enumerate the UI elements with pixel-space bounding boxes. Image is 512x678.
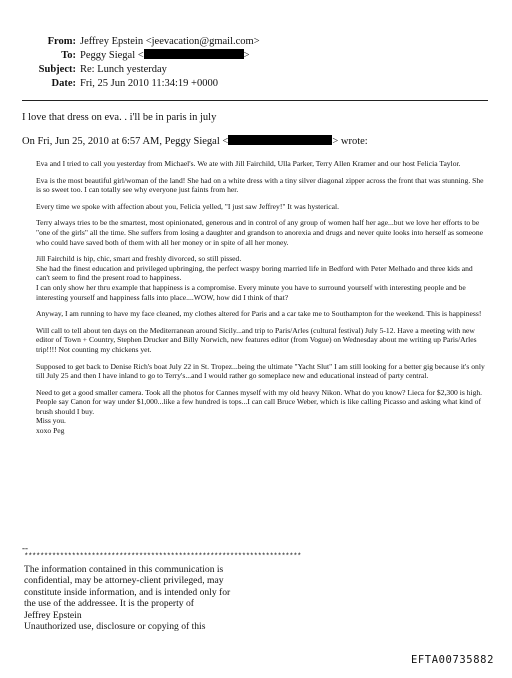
- date-label: Date:: [51, 78, 76, 89]
- paragraph: Supposed to get back to Denise Rich's boat July 22 in St. Tropez...being the ultimate "Yacht Slut" I am still looking for a better gig because it's only till July 25 and then I have inland to go to Terry's...and I would rather go someplace new and educational instead of party central.: [36, 361, 485, 381]
- paragraph: Eva and I tried to call you yesterday from Michael's. We ate with Jill Fairchild, Ulla Parker, Terry Allen Kramer and our host Felicia Taylor.: [36, 159, 461, 168]
- reply-text: I love that dress on eva. . i'll be in paris in july: [22, 112, 217, 123]
- quoted-message-body: [36, 159, 486, 443]
- to-value: [80, 49, 250, 63]
- confidentiality-notice: The information contained in this communication is confidential, may be attorney-client privileged, may constitute inside information, and is intended only for the use of the addressee. It is the property of Jeffrey Epstein Unauthorized use, disclosure or copying of this: [24, 564, 231, 633]
- to-suffix: >: [243, 50, 250, 61]
- quote-header: [22, 135, 368, 147]
- document-id: EFTA00735882: [410, 654, 494, 666]
- quote-header-prefix: On Fri, Jun 25, 2010 at 6:57 AM, Peggy Siegal <: [22, 136, 229, 147]
- paragraph: Every time we spoke with affection about you, Felicia yelled, "I just saw Jeffrey!" It was hysterical.: [36, 201, 340, 211]
- redaction-block: [228, 135, 332, 145]
- paragraph: Eva is the most beautiful girl/woman of the land! She had on a white dress with a tiny silver diagonal zipper across the front that was stunning. She is so sweet too. I can totally see why everyone just faints from her.: [36, 175, 484, 195]
- from-label: From:: [47, 36, 76, 47]
- paragraph: Terry always tries to be the smartest, most opinionated, generous and in control of any group of women half her age...but we love her efforts to be "one of the girls" all the time. She suffers from losing a daughter and grandson to anorexia and drugs and never quite looks into herself as someone who could have saved both of them with all her money or in spite of all her money.: [36, 218, 484, 247]
- subject-value: Re: Lunch yesterday: [80, 64, 167, 75]
- signature-dashes: --: [22, 543, 28, 553]
- quote-header-suffix: > wrote:: [332, 136, 368, 147]
- redaction-block: [144, 49, 244, 59]
- paragraph: Will call to tell about ten days on the Mediterranean around Sicily...and trip to Paris/Arles (cultural festival) July 5-12. Have a meeting with new editor of Town + Country, Stephen Drucker and Billy Norwich, new features editor (from Vogue) on Wednesday about me writing up Paris/Arles trip!!!! Not counting my chickens yet.: [36, 325, 477, 354]
- paragraph: Anyway, I am running to have my face cleaned, my clothes altered for Paris and a car take me to Southampton for the weekend. This is happiness!: [36, 309, 482, 319]
- paragraph: Jill Fairchild is hip, chic, smart and freshly divorced, so still pissed. She had the finest education and privileged upbringing, the perfect waspy boring married life in Bedford with Peter Melhado and three kids and can't seem to find the present road to happiness. I can only show her thru example that happiness is a compromise. Every minute you have to surround yourself with interesting people and be interesting yourself and happiness falls into place....WOW, how did I think of that?: [36, 254, 473, 302]
- date-value: Fri, 25 Jun 2010 11:34:19 +0000: [80, 78, 218, 89]
- paragraph: Need to get a good smaller camera. Took all the photos for Cannes myself with my old heavy Nikon. What do you know? Lieca for $2,300 is high. People say Canon for way under $1,000...like a few hundred is tops...I can call Bruce Weber, which is like calling Picasso and asking what kind of brush should I buy. Miss you. xoxo Peg: [36, 387, 483, 436]
- subject-label: Subject:: [38, 64, 76, 75]
- header-divider: [22, 100, 488, 101]
- separator-stars: **********************************************************************: [24, 553, 301, 561]
- from-value[interactable]: Jeffrey Epstein <jeevacation@gmail.com>: [80, 36, 260, 47]
- to-label: To:: [61, 50, 76, 61]
- to-prefix: Peggy Siegal <: [80, 50, 144, 61]
